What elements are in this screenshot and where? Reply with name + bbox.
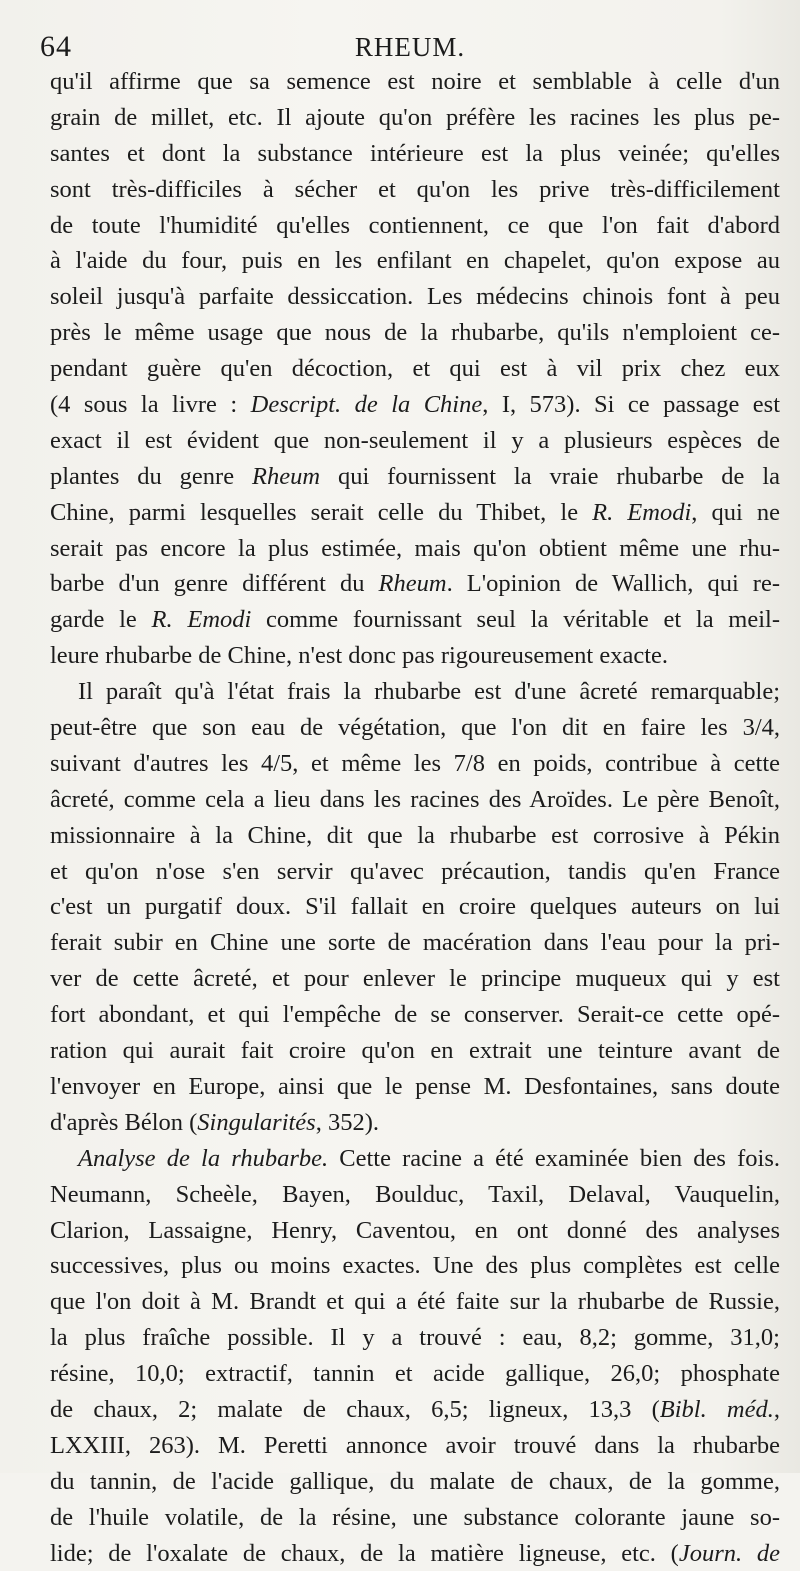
text-line: grain de millet, etc. Il ajoute qu'on préfère les racines les plus pe- — [50, 103, 780, 131]
text-line: soleil jusqu'à parfaite dessiccation. Les médecins chinois font à peu — [50, 283, 780, 311]
body-text — [50, 64, 780, 1571]
text-line: (4 sous la livre : Descript. de la Chine, I, 573). Si ce passage est — [50, 391, 781, 419]
text-line: résine, 10,0; extractif, tannin et acide gallique, 26,0; phosphate — [50, 1360, 780, 1388]
text-line: à l'aide du four, puis en les enfilant en chapelet, qu'on expose au — [50, 247, 780, 275]
text-line: ver de cette âcreté, et pour enlever le principe muqueux qui y est — [50, 965, 780, 993]
text-line: missionnaire à la Chine, dit que la rhubarbe est corrosive à Pékin — [50, 821, 780, 849]
section-heading-line: Analyse de la rhubarbe. Cette racine a été examinée bien des fois. — [78, 1144, 780, 1172]
text-line: ferait subir en Chine une sorte de macération dans l'eau pour la pri- — [50, 929, 780, 957]
text-line: Chine, parmi lesquelles serait celle du Thibet, le R. Emodi, qui ne — [50, 498, 780, 526]
text-line: suivant d'autres les 4/5, et même les 7/8 en poids, contribue à cette — [50, 749, 780, 777]
text-line: Clarion, Lassaigne, Henry, Caventou, en ont donné des analyses — [50, 1216, 780, 1244]
text-line: fort abondant, et qui l'empêche de se conserver. Serait-ce cette opé- — [50, 1001, 780, 1029]
text-line: successives, plus ou moins exactes. Une des plus complètes est celle — [50, 1252, 780, 1280]
text-line: de l'huile volatile, de la résine, une substance colorante jaune so- — [50, 1503, 780, 1531]
text-line: la plus fraîche possible. Il y a trouvé : eau, 8,2; gomme, 31,0; — [50, 1324, 780, 1352]
text-line: garde le R. Emodi comme fournissant seul la véritable et la meil- — [50, 606, 781, 634]
text-line: ration qui aurait fait croire qu'on en extrait une teinture avant de — [50, 1037, 780, 1065]
paragraph-end-line: leure rhubarbe de Chine, n'est donc pas rigoureusement exacte. — [50, 642, 669, 670]
text-line: Neumann, Scheèle, Bayen, Boulduc, Taxil, Delaval, Vauquelin, — [50, 1180, 780, 1208]
text-line: serait pas encore la plus estimée, mais qu'on obtient même une rhu- — [50, 534, 780, 562]
text-line: l'envoyer en Europe, ainsi que le pense M. Desfontaines, sans doute — [50, 1072, 780, 1100]
text-line: c'est un purgatif doux. S'il fallait en croire quelques auteurs on lui — [50, 893, 780, 921]
text-line: peut-être que son eau de végétation, que l'on dit en faire les 3/4, — [50, 714, 780, 742]
text-line: sont très-difficiles à sécher et qu'on les prive très-difficilement — [50, 175, 780, 203]
text-line: lide; de l'oxalate de chaux, de la matière ligneuse, etc. (Journ. de — [50, 1539, 780, 1567]
text-line: âcreté, comme cela a lieu dans les racines des Aroïdes. Le père Benoît, — [50, 785, 780, 813]
text-line: plantes du genre Rheum qui fournissent la vraie rhubarbe de la — [50, 462, 781, 490]
page-number: 64 — [40, 30, 72, 63]
text-line: barbe d'un genre différent du Rheum. L'opinion de Wallich, qui re- — [50, 570, 780, 598]
text-line: qu'il affirme que sa semence est noire et semblable à celle d'un — [50, 68, 780, 95]
text-line: du tannin, de l'acide gallique, du malate de chaux, de la gomme, — [50, 1467, 780, 1495]
text-line: LXXIII, 263). M. Peretti annonce avoir trouvé dans la rhubarbe — [50, 1431, 780, 1459]
text-line: exact il est évident que non-seulement il y a plusieurs espèces de — [50, 426, 780, 454]
text-line: que l'on doit à M. Brandt et qui a été faite sur la rhubarbe de Russie, — [50, 1288, 780, 1316]
text-line: pendant guère qu'en décoction, et qui est à vil prix chez eux — [50, 355, 780, 383]
page-header — [40, 30, 780, 66]
text-line: de chaux, 2; malate de chaux, 6,5; ligneux, 13,3 (Bibl. méd., — [50, 1395, 780, 1423]
text-line: de toute l'humidité qu'elles contiennent, ce que l'on fait d'abord — [50, 211, 780, 239]
text-line: santes et dont la substance intérieure est la plus veinée; qu'elles — [50, 139, 780, 167]
paragraph-start-line: Il paraît qu'à l'état frais la rhubarbe est d'une âcreté remarquable; — [78, 678, 780, 706]
text-line: près le même usage que nous de la rhubarbe, qu'ils n'emploient ce- — [50, 319, 780, 347]
running-title: RHEUM. — [354, 32, 466, 62]
paragraph-end-line: d'après Bélon (Singularités, 352). — [50, 1108, 380, 1136]
text-line: et qu'on n'ose s'en servir qu'avec précaution, tandis qu'en France — [50, 857, 780, 885]
